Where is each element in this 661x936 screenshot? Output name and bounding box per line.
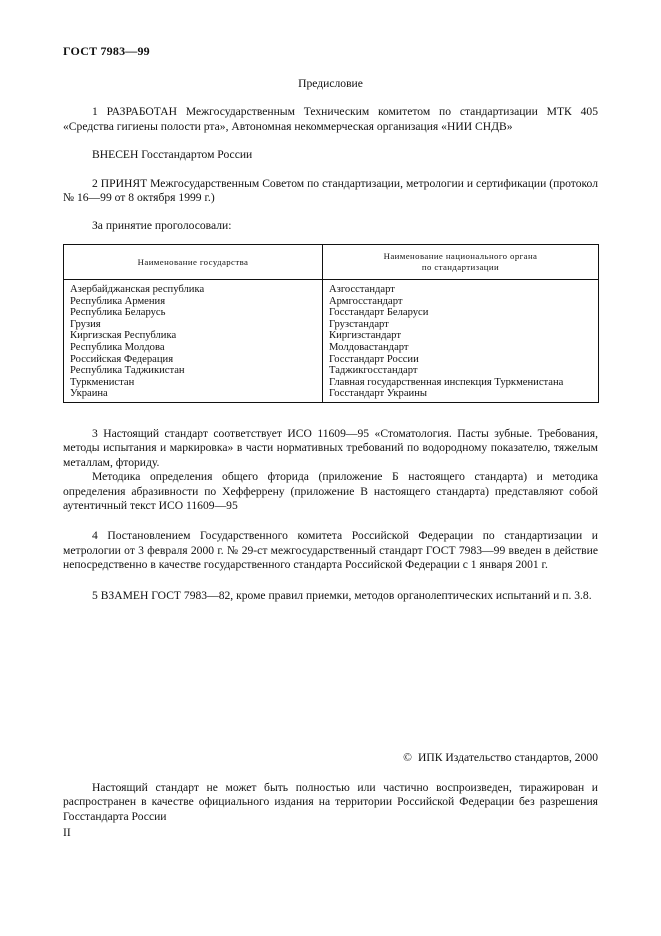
table-cell-body: Молдовастандарт: [323, 342, 599, 354]
voting-states-table: [63, 244, 599, 403]
table-cell-state: Российская Федерация: [64, 354, 323, 366]
table-row: [64, 319, 599, 331]
table-row: [64, 296, 599, 308]
table-header-state: Наименование государства: [64, 244, 323, 279]
table-header-body: [323, 244, 599, 279]
copyright-symbol: ©: [403, 751, 412, 764]
table-row: [64, 307, 599, 319]
table-cell-body: Азгосстандарт: [323, 280, 599, 296]
table-header-row: [64, 244, 599, 279]
table-cell-state: Туркменистан: [64, 377, 323, 389]
page-number: II: [63, 826, 71, 839]
table-row: [64, 330, 599, 342]
paragraph-conformity: 3 Настоящий стандарт соответствует ИСО 11609—95 «Стоматология. Пасты зубные. Требования, методы испытания и маркировка» в части нормативных требований по водородному показателю, тяжелым металлам, фториду.: [63, 426, 598, 469]
table-cell-body: Госстандарт Украины: [323, 388, 599, 402]
table-cell-state: Республика Молдова: [64, 342, 323, 354]
paragraph-introduced: ВНЕСЕН Госстандартом России: [92, 148, 253, 162]
table-cell-body: Госстандарт России: [323, 354, 599, 366]
table-cell-state: Республика Беларусь: [64, 307, 323, 319]
table-cell-state: Киргизская Республика: [64, 330, 323, 342]
table-cell-state: Республика Армения: [64, 296, 323, 308]
table-cell-state: Азербайджанская республика: [64, 280, 323, 296]
paragraph-accepted: 2 ПРИНЯТ Межгосударственным Советом по стандартизации, метрологии и сертификации (протокол № 16—99 от 8 октября 1999 г.): [63, 176, 598, 205]
paragraph-replaces: 5 ВЗАМЕН ГОСТ 7983—82, кроме правил приемки, методов органолептических испытаний и п. 3.8.: [92, 588, 592, 602]
table-cell-body: Киргизстандарт: [323, 330, 599, 342]
table-row: [64, 365, 599, 377]
table-row: [64, 377, 599, 389]
paragraph-methodology: Методика определения общего фторида (приложение Б настоящего стандарта) и методика определения абразивности по Хефферрену (приложение В настоящего стандарта) представляют собой аутентичный текст ИСО 11609—95: [63, 470, 598, 512]
document-body: [63, 77, 598, 603]
paragraph-voted-intro: За принятие проголосовали:: [92, 219, 232, 233]
table-header-body-line2: по стандартизации: [421, 262, 500, 273]
table-row: [64, 342, 599, 354]
reproduction-notice: Настоящий стандарт не может быть полностью или частично воспроизведен, тиражирован и распространен в качестве официального издания на территории Российской Федерации без разрешения Госстандарта России: [63, 781, 598, 823]
table-cell-state: Грузия: [64, 319, 323, 331]
table-cell-state: Республика Таджикистан: [64, 365, 323, 377]
table-cell-body: Армгосстандарт: [323, 296, 599, 308]
page-title: Предисловие: [298, 77, 363, 90]
table-cell-state: Украина: [64, 388, 323, 402]
table-header-body-line1: Наименование национального органа: [383, 250, 538, 261]
table-cell-body: Главная государственная инспекция Туркменистана: [323, 377, 599, 389]
copyright-line: [403, 751, 598, 764]
table-row: [64, 280, 599, 296]
table-cell-body: Госстандарт Беларуси: [323, 307, 599, 319]
table-cell-body: Таджикгосстандарт: [323, 365, 599, 377]
table-cell-body: Грузстандарт: [323, 319, 599, 331]
copyright-text: ИПК Издательство стандартов, 2000: [417, 751, 598, 764]
table-row: [64, 388, 599, 402]
document-code: ГОСТ 7983—99: [63, 44, 150, 58]
paragraph-resolution: 4 Постановлением Государственного комитета Российской Федерации по стандартизации и метрологии от 3 февраля 2000 г. № 29-ст межгосударственный стандарт ГОСТ 7983—99 введен в действие непосредственно в качестве государственного стандарта Российской Федерации с 1 января 2001 г.: [63, 529, 598, 572]
table-row: [64, 354, 599, 366]
paragraph-developed: 1 РАЗРАБОТАН Межгосударственным Техническим комитетом по стандартизации МТК 405 «Средства гигиены полости рта», Автономная некоммерческая организация «НИИ СНДВ»: [63, 105, 598, 133]
